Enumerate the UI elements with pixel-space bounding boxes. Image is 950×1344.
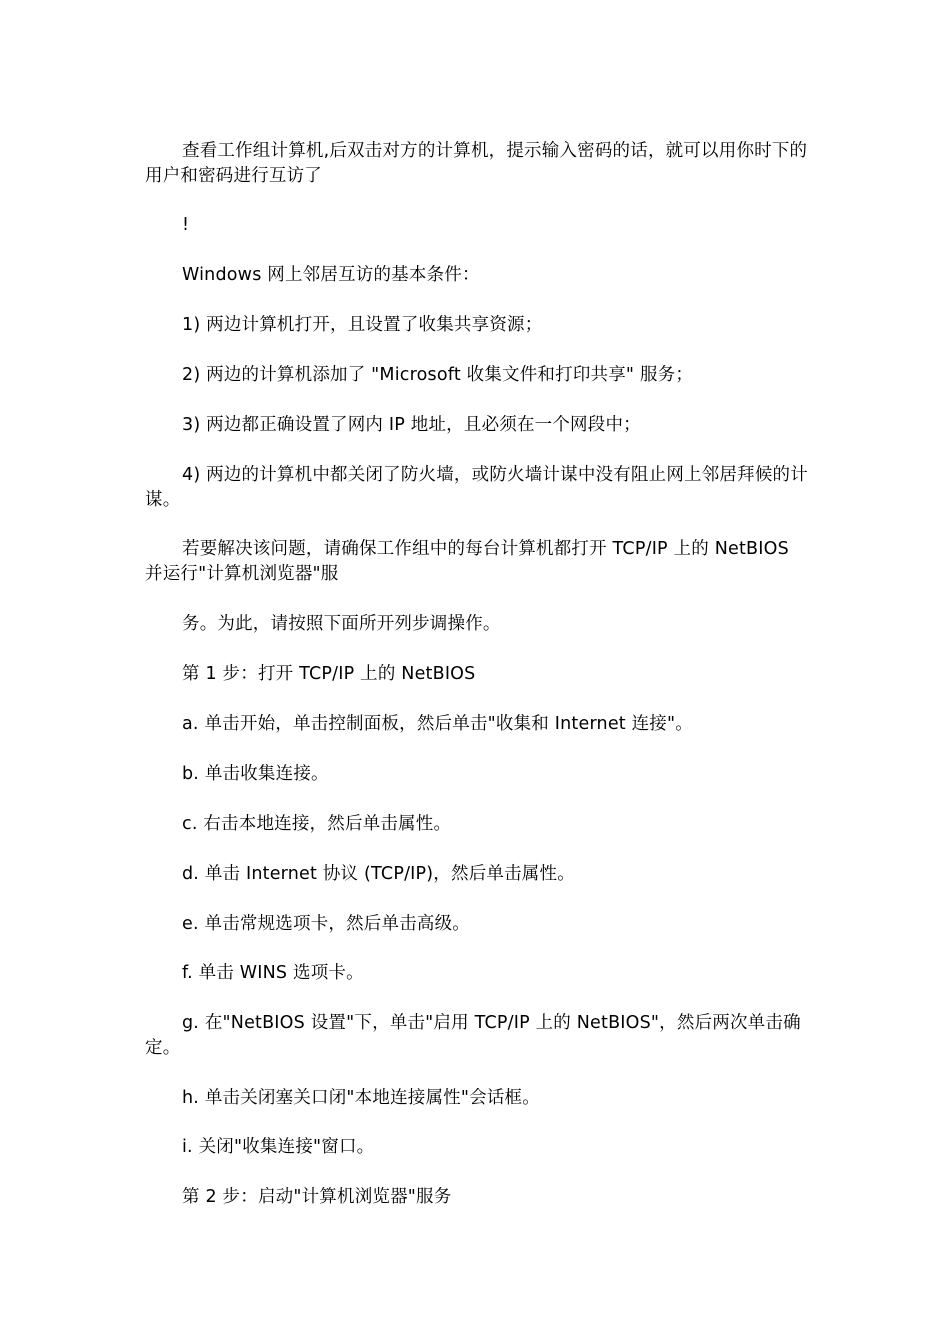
paragraph-solution-cont: 务。为此，请按照下面所开列步调操作。	[182, 614, 501, 634]
paragraph-conditions-heading: Windows 网上邻居互访的基本条件：	[182, 265, 480, 285]
paragraph-step-f: f. 单击 WINS 选项卡。	[182, 963, 364, 983]
paragraph-step-2-heading: 第 2 步：启动"计算机浏览器"服务	[182, 1187, 452, 1207]
paragraph-step-b: b. 单击收集连接。	[182, 764, 329, 784]
paragraph-intro: 查看工作组计算机,后双击对方的计算机，提示输入密码的话，就可以用你时下的用户和密码进行互访了	[145, 141, 808, 186]
paragraph-step-c: c. 右击本地连接，然后单击属性。	[182, 814, 452, 834]
paragraph-step-h: h. 单击关闭塞关口闭"本地连接属性"会话框。	[182, 1088, 540, 1108]
paragraph-step-d: d. 单击 Internet 协议 (TCP/IP)，然后单击属性。	[182, 864, 575, 884]
paragraph-exclamation: !	[182, 215, 190, 235]
paragraph-condition-2: 2) 两边的计算机添加了 "Microsoft 收集文件和打印共享" 服务；	[182, 365, 694, 385]
paragraph-condition-4: 4) 两边的计算机中都关闭了防火墙，或防火墙计谋中没有阻止网上邻居拜候的计谋。	[145, 465, 808, 510]
paragraph-condition-1: 1) 两边计算机打开，且设置了收集共享资源；	[182, 315, 543, 335]
paragraph-step-e: e. 单击常规选项卡，然后单击高级。	[182, 914, 470, 934]
paragraph-condition-3: 3) 两边都正确设置了网内 IP 地址，且必须在一个网段中；	[182, 415, 641, 435]
paragraph-solution: 若要解决该问题，请确保工作组中的每台计算机都打开 TCP/IP 上的 NetBIOS 并运行"计算机浏览器"服	[145, 539, 789, 584]
paragraph-step-g: g. 在"NetBIOS 设置"下，单击"启用 TCP/IP 上的 NetBIOS"，然后两次单击确定。	[145, 1013, 801, 1058]
paragraph-step-1-heading: 第 1 步：打开 TCP/IP 上的 NetBIOS	[182, 664, 476, 684]
paragraph-step-a: a. 单击开始，单击控制面板，然后单击"收集和 Internet 连接"。	[182, 714, 693, 734]
paragraph-step-i: i. 关闭"收集连接"窗口。	[182, 1137, 375, 1157]
